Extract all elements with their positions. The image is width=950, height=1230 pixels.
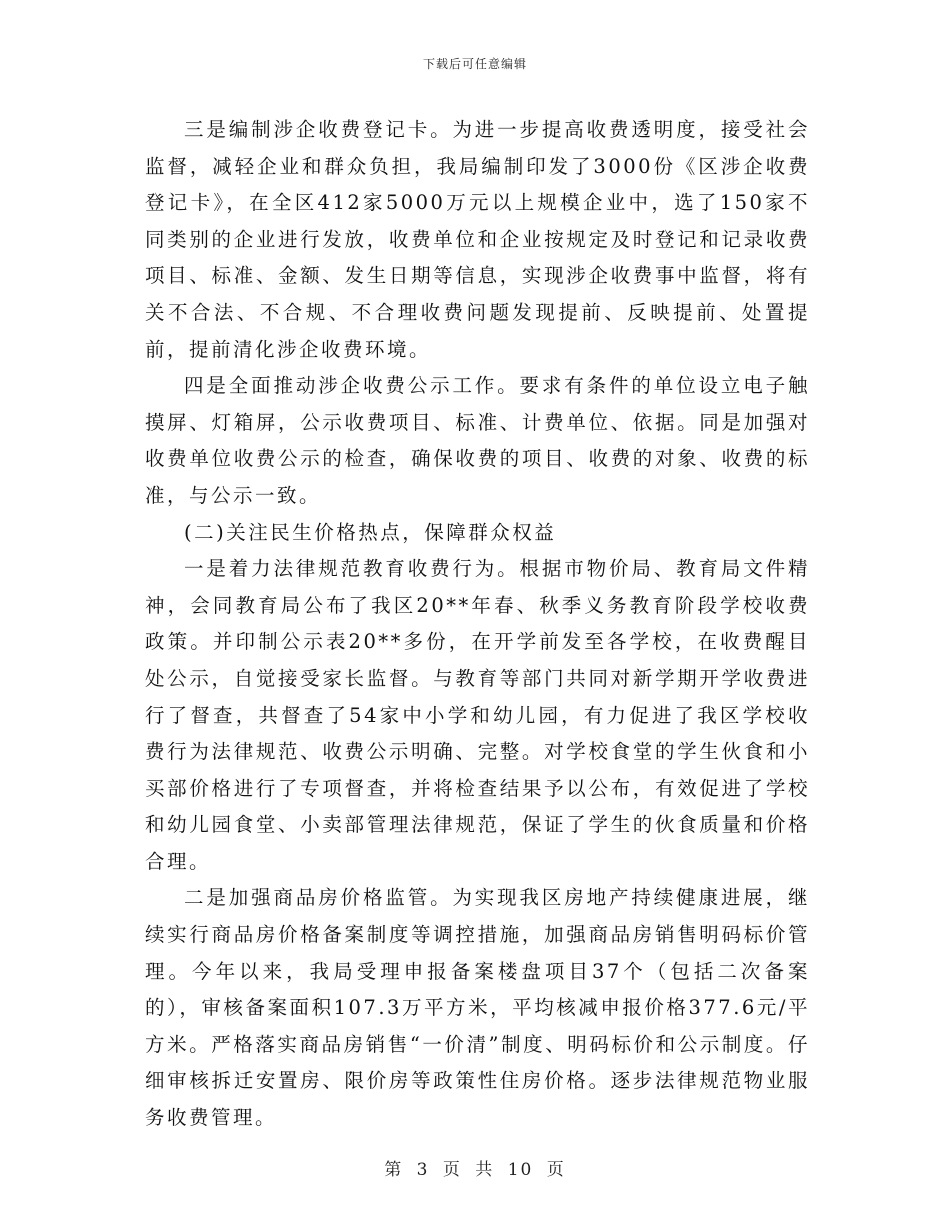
paragraph-registration-card: 三是编制涉企收费登记卡。为进一步提高收费透明度，接受社会监督，减轻企业和群众负担，我局编制印发了3000份《区涉企收费登记卡》，在全区412家5000万元以上规模企业中，选了150家不同类别的企业进行发放，收费单位和企业按规定及时登记和记录收费项目、标准、金额、发生日期等信息，实现涉企收费事中监督，将有关不合法、不合规、不合理收费问题发现提前、反映提前、处置提前，提前清化涉企收费环境。 [145,118,810,361]
paragraph-housing-prices: 二是加强商品房价格监管。为实现我区房地产持续健康进展，继续实行商品房价格备案制度等调控措施，加强商品房销售明码标价管理。今年以来，我局受理申报备案楼盘项目37个（包括二次备案的），审核备案面积107.3万平方米，平均核减申报价格377.6元/平方米。严格落实商品房销售“一价清”制度、明码标价和公示制度。仔细审核拆迁安置房、限价房等政策性住房价格。逐步法律规范物业服务收费管理。 [145,886,810,1130]
section-heading-livelihood-prices: (二)关注民生价格热点，保障群众权益 [184,520,557,544]
page-header: 下载后可任意编辑 [422,57,527,71]
page-footer: 第 3 页 共 10 页 [384,1160,566,1180]
document-body [145,112,810,1137]
paragraph-education-fees: 一是着力法律规范教育收费行为。根据市物价局、教育局文件精神，会同教育局公布了我区20**年春、秋季义务教育阶段学校收费政策。并印制公示表20**多份，在开学前发至各学校，在收费醒目处公示，自觉接受家长监督。与教育等部门共同对新学期开学收费进行了督查，共督查了54家中小学和幼儿园，有力促进了我区学校收费行为法律规范、收费公示明确、完整。对学校食堂的学生伙食和小买部价格进行了专项督查，并将检查结果予以公布，有效促进了学校和幼儿园食堂、小卖部管理法律规范，保证了学生的伙食质量和价格合理。 [145,557,810,873]
paragraph-fee-disclosure: 四是全面推动涉企收费公示工作。要求有条件的单位设立电子触摸屏、灯箱屏，公示收费项目、标准、计费单位、依据。同是加强对收费单位收费公示的检查，确保收费的项目、收费的对象、收费的标准，与公示一致。 [145,374,810,507]
